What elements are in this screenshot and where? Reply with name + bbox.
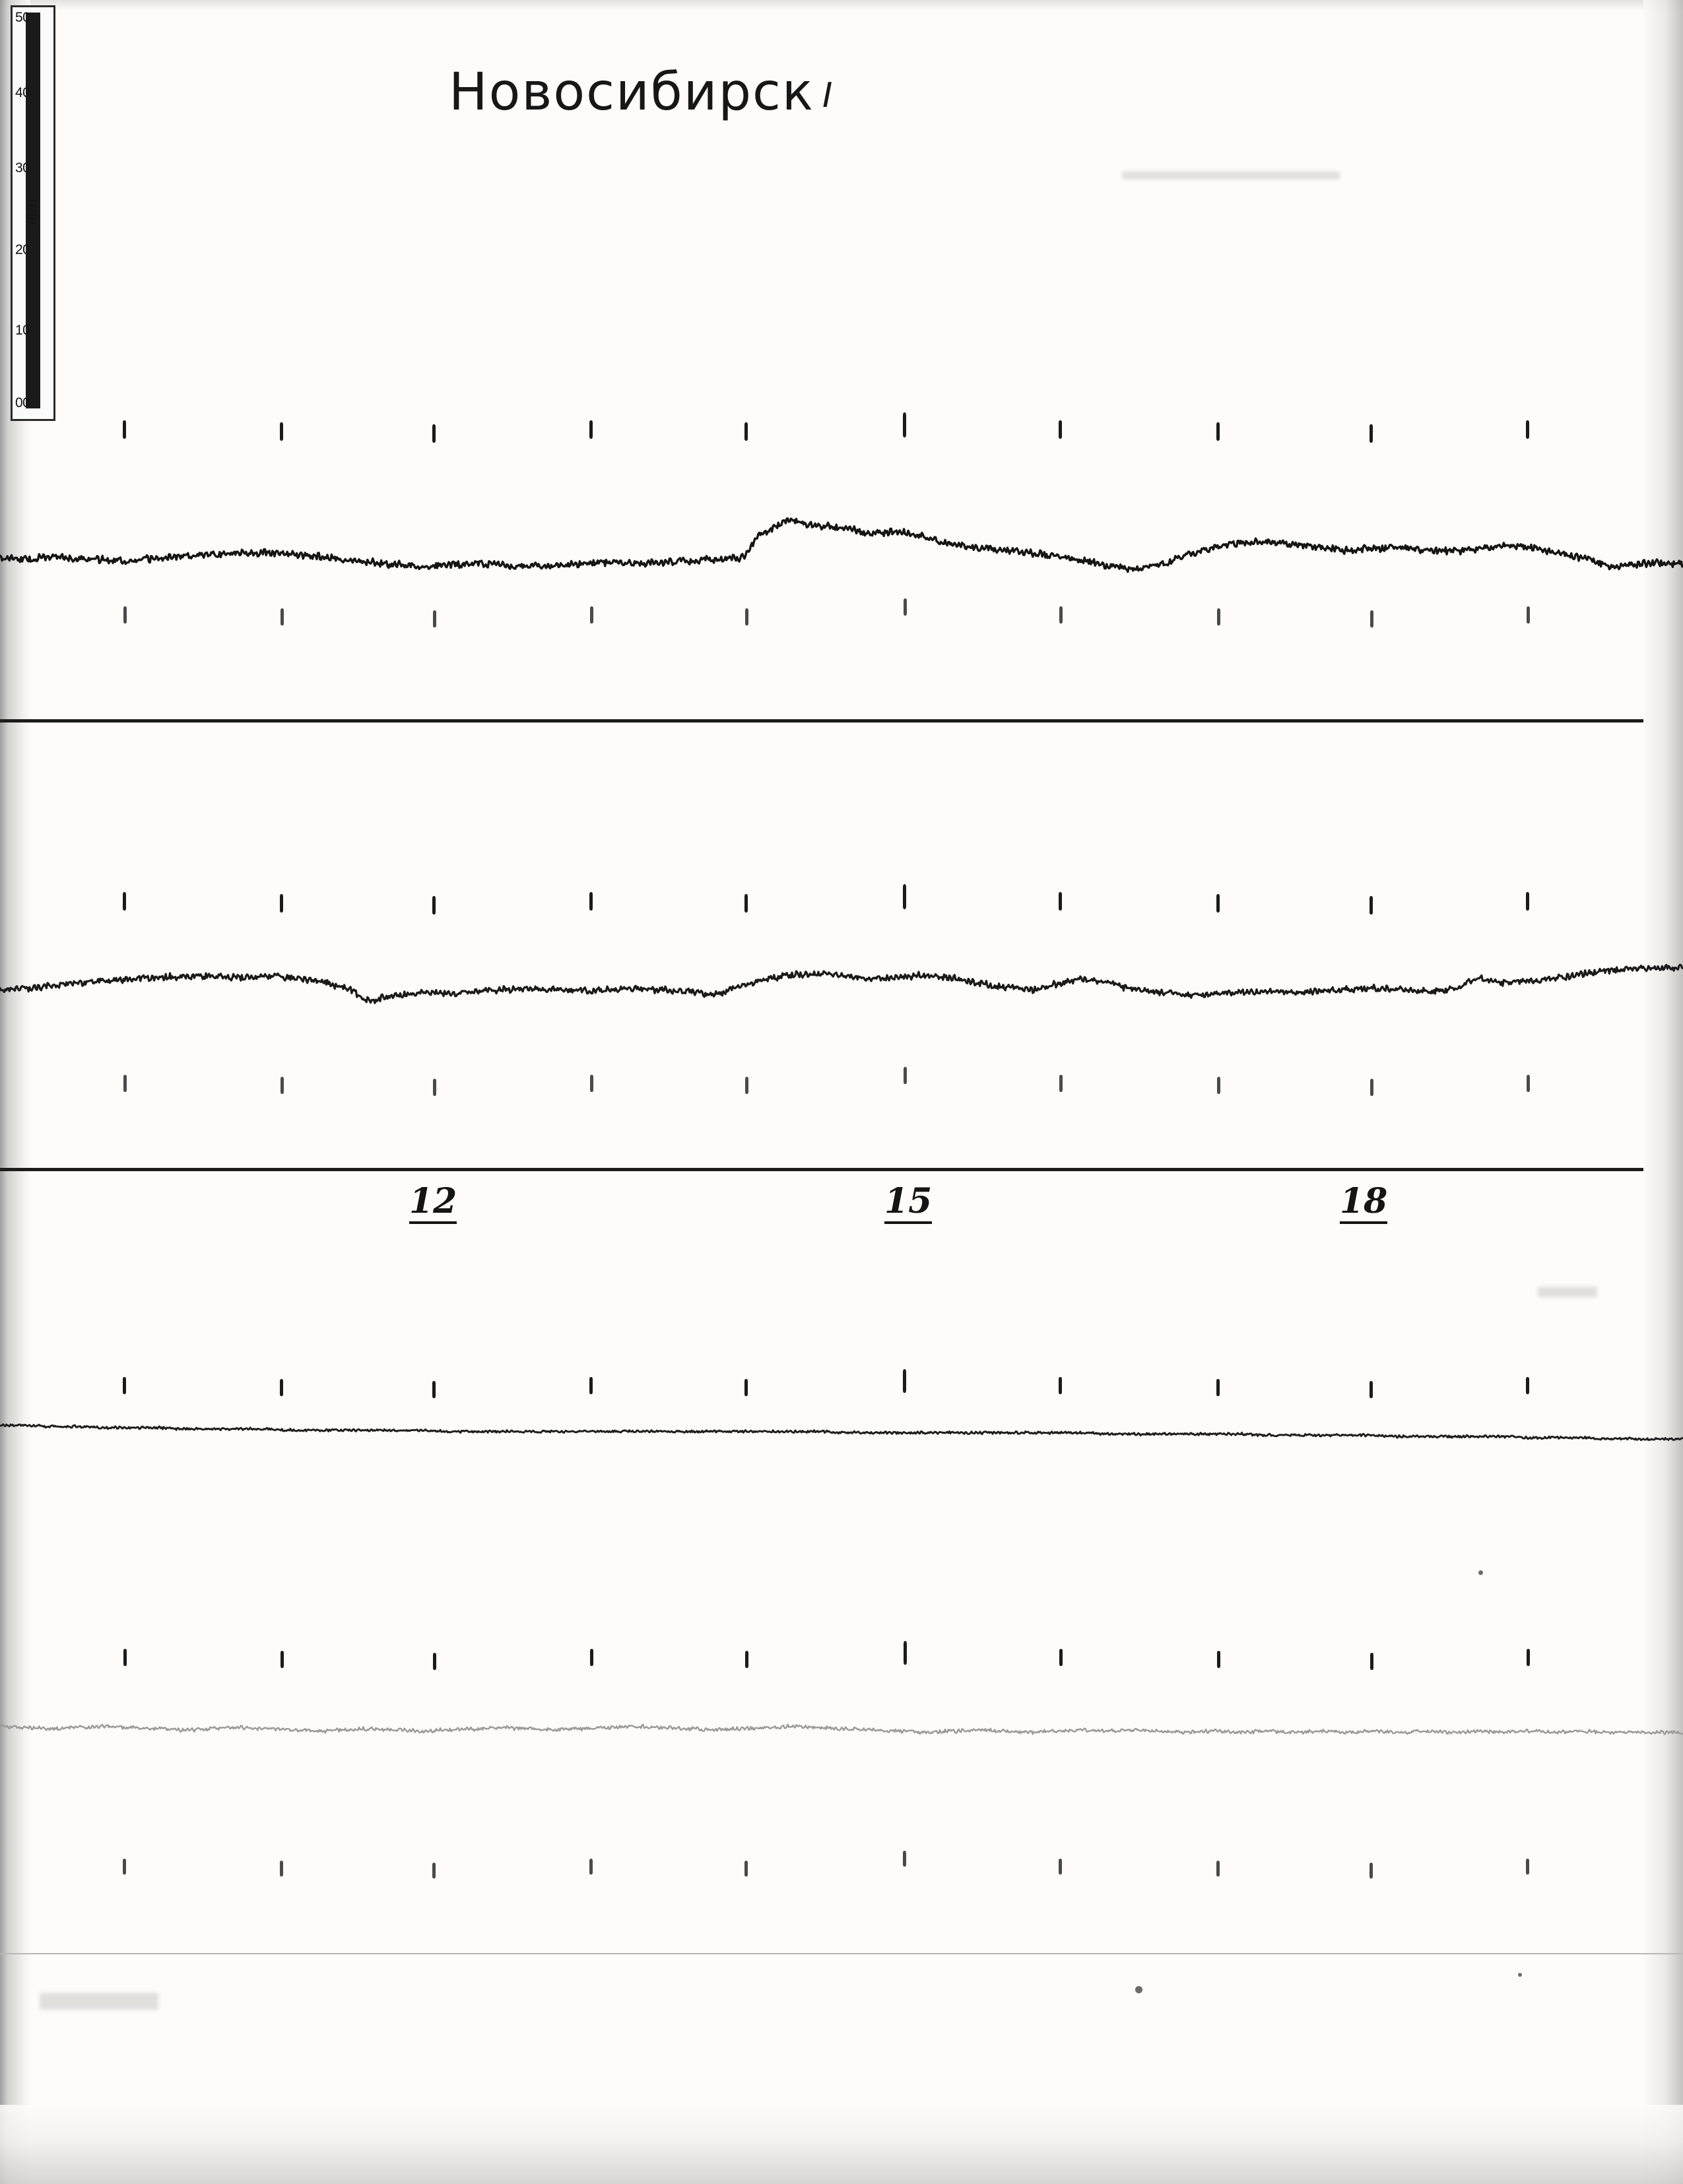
minute-tick-mark [1526,1377,1529,1394]
minute-tick-mark [123,420,126,439]
minute-tick-mark [589,420,593,439]
paper-speck [1478,1570,1483,1575]
time-label-15 [884,1181,932,1224]
minute-tick-mark [590,1649,593,1666]
minute-tick-mark [433,1079,436,1096]
trace-4-plot [0,1610,1683,1874]
minute-tick-mark [1370,1079,1373,1096]
minute-tick-mark [744,422,748,441]
minute-tick-mark [590,1075,593,1092]
minute-tick-mark [1216,894,1220,913]
trace-row-2 [0,812,1683,1102]
scale-unit-label: mm [23,199,40,225]
time-label-12 [409,1181,457,1224]
minute-tick-mark [589,1859,593,1875]
minute-tick-mark [1370,610,1373,627]
minute-tick-mark [1527,1075,1530,1092]
paper-speck [1518,1973,1522,1977]
minute-tick-mark [1527,1649,1530,1666]
time-label-18 [1340,1181,1387,1224]
minute-tick-mark [1526,420,1529,439]
minute-tick-mark [745,1651,748,1668]
minute-tick-mark [904,1641,907,1665]
trace-path [0,1425,1682,1440]
minute-tick-mark [745,608,748,626]
minute-tick-mark [432,896,436,915]
minute-tick-mark [745,1077,748,1094]
scale-tick-30: 30 [15,160,30,176]
minute-tick-mark [280,1379,283,1396]
minute-tick-mark [280,1861,283,1877]
minute-tick-mark [123,1377,126,1394]
minute-tick-mark [1526,1859,1529,1875]
paper-speck [1135,1986,1142,1993]
minute-tick-mark [744,1861,748,1877]
minute-tick-mark [904,598,907,616]
minute-tick-mark [1216,422,1220,441]
minute-tick-mark [1370,424,1373,443]
time-label-18-text: 18 [1340,1181,1388,1221]
minute-tick-mark [280,422,283,441]
time-label-15-text: 15 [884,1181,933,1221]
minute-tick-mark [1059,892,1062,911]
separator-line-1 [0,719,1643,723]
minute-tick-mark [433,610,436,627]
minute-tick-mark [1216,1861,1220,1877]
minute-tick-mark [589,892,593,911]
paper-top-edge [0,0,1683,11]
minute-tick-mark [280,894,283,913]
minute-tick-mark [123,1649,127,1666]
scale-tick-40: 40 [15,85,30,100]
trace-path [0,1725,1682,1735]
trace-path [0,519,1682,572]
minute-tick-mark [589,1377,593,1394]
trace-row-1 [0,369,1683,660]
minute-tick-mark [1370,1653,1373,1670]
minute-tick-mark [903,1369,906,1393]
paper-smudge [1538,1287,1597,1297]
paper-smudge [1122,172,1340,179]
minute-tick-mark [1059,1859,1062,1875]
minute-tick-mark [1217,1651,1220,1668]
minute-tick-mark [1059,1377,1062,1394]
minute-tick-mark [1370,1381,1373,1398]
minute-tick-mark [1370,896,1373,915]
minute-tick-mark [433,1653,436,1670]
minute-tick-mark [744,1379,748,1396]
scale-tick-10: 10 [15,323,30,338]
paper-smudge [40,1993,158,2010]
minute-tick-mark [123,1075,127,1092]
page-title-suffix: I [822,76,834,115]
minute-tick-mark [1059,420,1062,439]
minute-tick-mark [903,1851,906,1867]
minute-tick-mark [1217,608,1220,626]
paper-bottom-edge [0,2105,1683,2184]
separator-line-3 [0,1953,1683,1954]
minute-tick-mark [432,1381,436,1398]
minute-tick-mark [280,608,284,626]
minute-tick-mark [123,606,127,624]
minute-tick-mark [1059,1075,1063,1092]
minute-tick-mark [123,892,126,911]
minute-tick-mark [1527,606,1530,624]
minute-tick-mark [123,1859,126,1875]
time-label-12-text: 12 [409,1181,457,1221]
scale-tick-50: 50 [15,10,30,25]
minute-tick-mark [1059,606,1063,624]
minute-tick-mark [280,1651,284,1668]
mm-scale-bar [11,5,55,421]
minute-tick-mark [432,424,436,443]
trace-2-plot [0,812,1683,1102]
minute-tick-mark [1216,1379,1220,1396]
trace-3-plot [0,1313,1683,1577]
minute-tick-mark [904,1067,907,1084]
minute-tick-mark [903,412,906,437]
page-title-text: Новосибирск [449,63,814,122]
minute-tick-mark [432,1863,436,1879]
minute-tick-mark [1526,892,1529,911]
page-title [449,63,834,122]
minute-tick-mark [1059,1649,1063,1666]
minute-tick-mark [280,1077,284,1094]
minute-tick-mark [903,884,906,909]
minute-tick-mark [1217,1077,1220,1094]
trace-row-3 [0,1313,1683,1577]
minute-tick-mark [1370,1863,1373,1879]
scale-tick-20: 20 [15,242,30,257]
scale-tick-00: 00 [15,395,30,410]
trace-path [0,965,1682,1003]
separator-line-2 [0,1168,1643,1171]
minute-tick-mark [590,606,593,624]
minute-tick-mark [744,894,748,913]
trace-1-plot [0,369,1683,660]
trace-row-4 [0,1610,1683,1874]
